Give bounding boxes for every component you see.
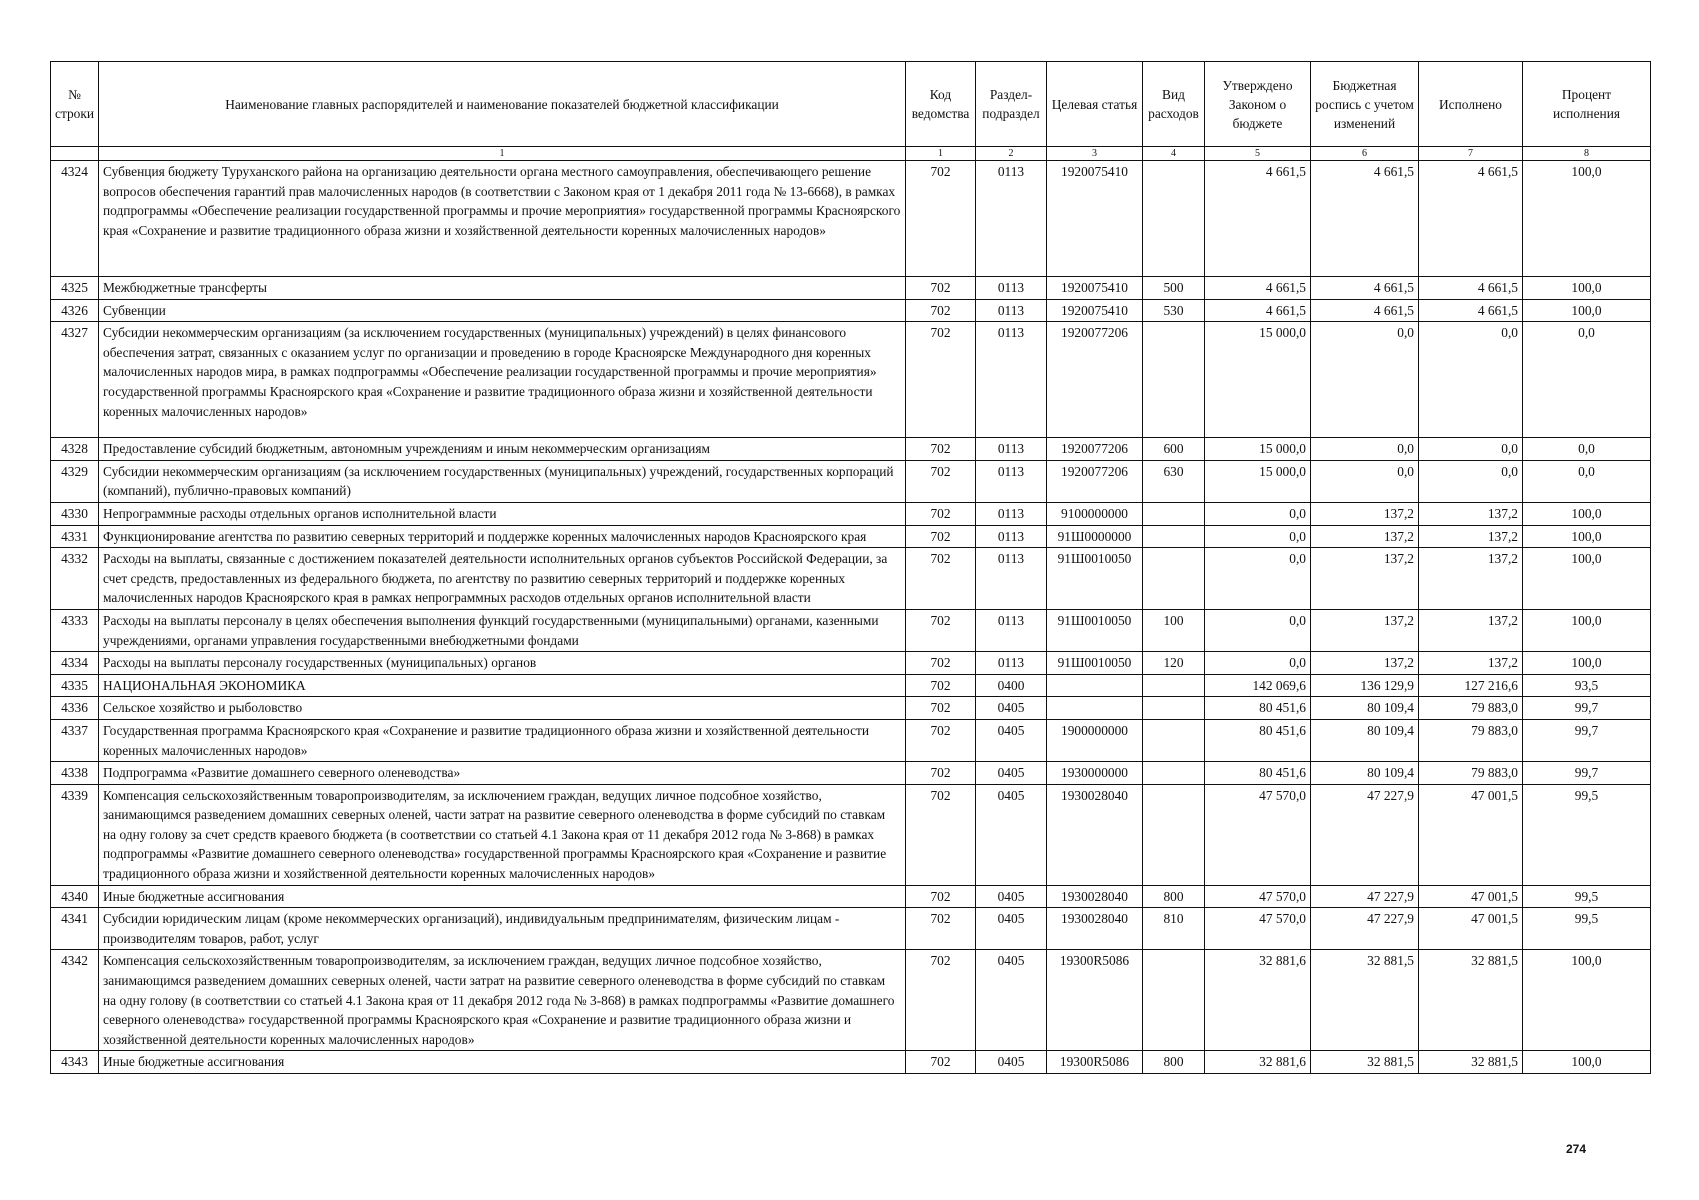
row-name: Расходы на выплаты, связанные с достижением показателей деятельности исполнительных органов субъектов Российской Федерации, за счет средств, предоставленных из федерального бюджета, по агентству по развитию северных территорий и поддержке коренных малочисленных народов Красноярского края в рамках непрограммных расходов отдельных органов исполнительной власти bbox=[99, 548, 906, 610]
expense-type: 120 bbox=[1143, 652, 1205, 675]
expense-type: 530 bbox=[1143, 299, 1205, 322]
executed-amount: 79 883,0 bbox=[1419, 762, 1523, 785]
target-article: 1930000000 bbox=[1047, 762, 1143, 785]
execution-percent: 100,0 bbox=[1523, 502, 1651, 525]
section-code: 0113 bbox=[976, 460, 1047, 502]
expense-type bbox=[1143, 762, 1205, 785]
target-article: 1920077206 bbox=[1047, 460, 1143, 502]
budget-amount: 4 661,5 bbox=[1311, 277, 1419, 300]
header-number-cell: 6 bbox=[1311, 147, 1419, 161]
approved-amount: 32 881,6 bbox=[1205, 950, 1311, 1051]
budget-amount: 32 881,5 bbox=[1311, 1051, 1419, 1074]
execution-percent: 100,0 bbox=[1523, 161, 1651, 277]
execution-percent: 100,0 bbox=[1523, 548, 1651, 610]
target-article: 1920075410 bbox=[1047, 299, 1143, 322]
row-name: Сельское хозяйство и рыболовство bbox=[99, 697, 906, 720]
row-number: 4324 bbox=[51, 161, 99, 277]
dept-code: 702 bbox=[906, 674, 976, 697]
target-article: 1920077206 bbox=[1047, 322, 1143, 438]
row-number: 4329 bbox=[51, 460, 99, 502]
dept-code: 702 bbox=[906, 784, 976, 885]
target-article: 91Ш0000000 bbox=[1047, 525, 1143, 548]
row-number: 4334 bbox=[51, 652, 99, 675]
row-number: 4325 bbox=[51, 277, 99, 300]
execution-percent: 100,0 bbox=[1523, 525, 1651, 548]
budget-amount: 137,2 bbox=[1311, 652, 1419, 675]
target-article: 91Ш0010050 bbox=[1047, 548, 1143, 610]
header-dept-code: Код ведомства bbox=[906, 62, 976, 147]
section-code: 0405 bbox=[976, 697, 1047, 720]
row-name: Субвенции bbox=[99, 299, 906, 322]
table-row bbox=[51, 322, 1651, 438]
row-name: Компенсация сельскохозяйственным товаропроизводителям, за исключением граждан, ведущих личное подсобное хозяйство, занимающимся разведением домашних северных оленей, части затрат на развитие северного оленеводства в форме субсидий по ставкам на одну голову (в соответствии со статьей 4.1 Закона края от 11 декабря 2012 года № 3-868) в рамках подпрограммы «Развитие домашнего северного оленеводства» государственной программы Красноярского края «Сохранение и развитие традиционного образа жизни и хозяйственной деятельности коренных малочисленных народов» bbox=[99, 950, 906, 1051]
executed-amount: 4 661,5 bbox=[1419, 299, 1523, 322]
expense-type bbox=[1143, 719, 1205, 761]
approved-amount: 0,0 bbox=[1205, 609, 1311, 651]
row-number: 4336 bbox=[51, 697, 99, 720]
target-article: 9100000000 bbox=[1047, 502, 1143, 525]
target-article: 1920075410 bbox=[1047, 277, 1143, 300]
target-article bbox=[1047, 674, 1143, 697]
budget-amount: 80 109,4 bbox=[1311, 697, 1419, 720]
section-code: 0113 bbox=[976, 161, 1047, 277]
header-approved: Утверждено Законом о бюджете bbox=[1205, 62, 1311, 147]
row-number: 4331 bbox=[51, 525, 99, 548]
row-number: 4327 bbox=[51, 322, 99, 438]
budget-report-sheet bbox=[50, 61, 1650, 1074]
budget-amount: 137,2 bbox=[1311, 502, 1419, 525]
dept-code: 702 bbox=[906, 548, 976, 610]
row-number: 4337 bbox=[51, 719, 99, 761]
row-name: НАЦИОНАЛЬНАЯ ЭКОНОМИКА bbox=[99, 674, 906, 697]
row-name: Субсидии юридическим лицам (кроме некоммерческих организаций), индивидуальным предпринимателям, физическим лицам - производителям товаров, работ, услуг bbox=[99, 908, 906, 950]
section-code: 0405 bbox=[976, 762, 1047, 785]
expense-type bbox=[1143, 322, 1205, 438]
executed-amount: 137,2 bbox=[1419, 525, 1523, 548]
section-code: 0113 bbox=[976, 502, 1047, 525]
target-article: 1930028040 bbox=[1047, 784, 1143, 885]
row-number: 4330 bbox=[51, 502, 99, 525]
section-code: 0113 bbox=[976, 322, 1047, 438]
table-row bbox=[51, 762, 1651, 785]
dept-code: 702 bbox=[906, 502, 976, 525]
table-row bbox=[51, 697, 1651, 720]
execution-percent: 99,7 bbox=[1523, 697, 1651, 720]
header-row bbox=[51, 62, 1651, 147]
approved-amount: 15 000,0 bbox=[1205, 438, 1311, 461]
row-name: Субсидии некоммерческим организациям (за исключением государственных (муниципальных) учреждений) в целях финансового обеспечения затрат, связанных с оказанием услуг по организации и проведению в городе Красноярске Международного дня коренных малочисленных народов мира, в рамках подпрограммы «Обеспечение реализации государственной программы и прочие мероприятия» государственной программы Красноярского края «Сохранение и развитие традиционного образа жизни и хозяйственной деятельности коренных малочисленных народов» bbox=[99, 322, 906, 438]
dept-code: 702 bbox=[906, 438, 976, 461]
expense-type bbox=[1143, 950, 1205, 1051]
execution-percent: 100,0 bbox=[1523, 950, 1651, 1051]
expense-type: 100 bbox=[1143, 609, 1205, 651]
header-budget-list: Бюджетная роспись с учетом изменений bbox=[1311, 62, 1419, 147]
target-article: 1920077206 bbox=[1047, 438, 1143, 461]
section-code: 0405 bbox=[976, 1051, 1047, 1074]
row-name: Межбюджетные трансферты bbox=[99, 277, 906, 300]
table-row bbox=[51, 161, 1651, 277]
budget-amount: 0,0 bbox=[1311, 460, 1419, 502]
row-name: Государственная программа Красноярского края «Сохранение и развитие традиционного образа жизни и хозяйственной деятельности коренных малочисленных народов» bbox=[99, 719, 906, 761]
executed-amount: 79 883,0 bbox=[1419, 719, 1523, 761]
executed-amount: 127 216,6 bbox=[1419, 674, 1523, 697]
dept-code: 702 bbox=[906, 322, 976, 438]
header-exp-type: Вид расходов bbox=[1143, 62, 1205, 147]
expense-type: 800 bbox=[1143, 885, 1205, 908]
expense-type bbox=[1143, 784, 1205, 885]
row-name: Иные бюджетные ассигнования bbox=[99, 1051, 906, 1074]
table-row bbox=[51, 674, 1651, 697]
budget-table bbox=[50, 61, 1651, 1074]
approved-amount: 0,0 bbox=[1205, 548, 1311, 610]
table-row bbox=[51, 609, 1651, 651]
row-number: 4335 bbox=[51, 674, 99, 697]
execution-percent: 100,0 bbox=[1523, 1051, 1651, 1074]
approved-amount: 142 069,6 bbox=[1205, 674, 1311, 697]
table-row bbox=[51, 438, 1651, 461]
row-number: 4343 bbox=[51, 1051, 99, 1074]
section-code: 0405 bbox=[976, 885, 1047, 908]
header-number-cell: 5 bbox=[1205, 147, 1311, 161]
row-name: Иные бюджетные ассигнования bbox=[99, 885, 906, 908]
approved-amount: 0,0 bbox=[1205, 652, 1311, 675]
row-name: Функционирование агентства по развитию северных территорий и поддержке коренных малочисленных народов Красноярского края bbox=[99, 525, 906, 548]
executed-amount: 0,0 bbox=[1419, 438, 1523, 461]
approved-amount: 15 000,0 bbox=[1205, 322, 1311, 438]
row-name: Предоставление субсидий бюджетным, автономным учреждениям и иным некоммерческим организациям bbox=[99, 438, 906, 461]
approved-amount: 0,0 bbox=[1205, 502, 1311, 525]
header-target: Целевая статья bbox=[1047, 62, 1143, 147]
dept-code: 702 bbox=[906, 697, 976, 720]
target-article bbox=[1047, 697, 1143, 720]
dept-code: 702 bbox=[906, 299, 976, 322]
table-row bbox=[51, 950, 1651, 1051]
expense-type bbox=[1143, 548, 1205, 610]
expense-type: 500 bbox=[1143, 277, 1205, 300]
header-number-cell: 7 bbox=[1419, 147, 1523, 161]
budget-amount: 80 109,4 bbox=[1311, 719, 1419, 761]
table-row bbox=[51, 652, 1651, 675]
expense-type bbox=[1143, 502, 1205, 525]
budget-amount: 136 129,9 bbox=[1311, 674, 1419, 697]
dept-code: 702 bbox=[906, 161, 976, 277]
target-article: 1930028040 bbox=[1047, 885, 1143, 908]
target-article: 1930028040 bbox=[1047, 908, 1143, 950]
executed-amount: 47 001,5 bbox=[1419, 885, 1523, 908]
executed-amount: 137,2 bbox=[1419, 609, 1523, 651]
expense-type bbox=[1143, 161, 1205, 277]
header-section: Раздел-подраздел bbox=[976, 62, 1047, 147]
header-number-cell: 4 bbox=[1143, 147, 1205, 161]
section-code: 0113 bbox=[976, 299, 1047, 322]
approved-amount: 80 451,6 bbox=[1205, 697, 1311, 720]
approved-amount: 4 661,5 bbox=[1205, 299, 1311, 322]
budget-amount: 32 881,5 bbox=[1311, 950, 1419, 1051]
execution-percent: 99,5 bbox=[1523, 908, 1651, 950]
execution-percent: 0,0 bbox=[1523, 322, 1651, 438]
section-code: 0113 bbox=[976, 548, 1047, 610]
table-row bbox=[51, 784, 1651, 885]
budget-amount: 0,0 bbox=[1311, 322, 1419, 438]
approved-amount: 47 570,0 bbox=[1205, 908, 1311, 950]
row-number: 4338 bbox=[51, 762, 99, 785]
dept-code: 702 bbox=[906, 460, 976, 502]
row-name: Подпрограмма «Развитие домашнего северного оленеводства» bbox=[99, 762, 906, 785]
budget-amount: 4 661,5 bbox=[1311, 299, 1419, 322]
budget-amount: 137,2 bbox=[1311, 548, 1419, 610]
budget-amount: 80 109,4 bbox=[1311, 762, 1419, 785]
header-number-cell: 1 bbox=[906, 147, 976, 161]
section-code: 0113 bbox=[976, 438, 1047, 461]
row-name: Непрограммные расходы отдельных органов исполнительной власти bbox=[99, 502, 906, 525]
row-number: 4339 bbox=[51, 784, 99, 885]
budget-amount: 47 227,9 bbox=[1311, 908, 1419, 950]
row-name: Компенсация сельскохозяйственным товаропроизводителям, за исключением граждан, ведущих личное подсобное хозяйство, занимающимся разведением домашних северных оленей, части затрат на развитие северного оленеводства в форме субсидий по ставкам на одну голову за счет средств краевого бюджета (в соответствии со статьей 4.1 Закона края от 11 декабря 2012 года № 3-868) в рамках подпрограммы «Развитие домашнего северного оленеводства» государственной программы Красноярского края «Сохранение и развитие традиционного образа жизни и хозяйственной деятельности коренных малочисленных народов» bbox=[99, 784, 906, 885]
row-name: Расходы на выплаты персоналу государственных (муниципальных) органов bbox=[99, 652, 906, 675]
approved-amount: 4 661,5 bbox=[1205, 277, 1311, 300]
target-article: 91Ш0010050 bbox=[1047, 609, 1143, 651]
section-code: 0113 bbox=[976, 277, 1047, 300]
table-row bbox=[51, 1051, 1651, 1074]
executed-amount: 4 661,5 bbox=[1419, 161, 1523, 277]
dept-code: 702 bbox=[906, 1051, 976, 1074]
approved-amount: 15 000,0 bbox=[1205, 460, 1311, 502]
row-number: 4340 bbox=[51, 885, 99, 908]
executed-amount: 137,2 bbox=[1419, 548, 1523, 610]
executed-amount: 4 661,5 bbox=[1419, 277, 1523, 300]
execution-percent: 99,7 bbox=[1523, 762, 1651, 785]
header-number-cell bbox=[51, 147, 99, 161]
section-code: 0113 bbox=[976, 609, 1047, 651]
table-row bbox=[51, 460, 1651, 502]
header-number-cell: 1 bbox=[99, 147, 906, 161]
execution-percent: 0,0 bbox=[1523, 438, 1651, 461]
dept-code: 702 bbox=[906, 885, 976, 908]
header-number-cell: 2 bbox=[976, 147, 1047, 161]
executed-amount: 32 881,5 bbox=[1419, 1051, 1523, 1074]
dept-code: 702 bbox=[906, 950, 976, 1051]
header-numbers-row bbox=[51, 147, 1651, 161]
target-article: 91Ш0010050 bbox=[1047, 652, 1143, 675]
dept-code: 702 bbox=[906, 762, 976, 785]
approved-amount: 80 451,6 bbox=[1205, 762, 1311, 785]
expense-type: 600 bbox=[1143, 438, 1205, 461]
header-row-number: № строки bbox=[51, 62, 99, 147]
row-number: 4326 bbox=[51, 299, 99, 322]
budget-amount: 47 227,9 bbox=[1311, 784, 1419, 885]
dept-code: 702 bbox=[906, 609, 976, 651]
target-article: 1920075410 bbox=[1047, 161, 1143, 277]
target-article: 1900000000 bbox=[1047, 719, 1143, 761]
executed-amount: 0,0 bbox=[1419, 460, 1523, 502]
executed-amount: 47 001,5 bbox=[1419, 784, 1523, 885]
budget-amount: 47 227,9 bbox=[1311, 885, 1419, 908]
section-code: 0113 bbox=[976, 525, 1047, 548]
approved-amount: 47 570,0 bbox=[1205, 885, 1311, 908]
execution-percent: 100,0 bbox=[1523, 299, 1651, 322]
execution-percent: 100,0 bbox=[1523, 652, 1651, 675]
executed-amount: 47 001,5 bbox=[1419, 908, 1523, 950]
dept-code: 702 bbox=[906, 908, 976, 950]
table-row bbox=[51, 719, 1651, 761]
executed-amount: 79 883,0 bbox=[1419, 697, 1523, 720]
header-number-cell: 8 bbox=[1523, 147, 1651, 161]
executed-amount: 0,0 bbox=[1419, 322, 1523, 438]
row-number: 4333 bbox=[51, 609, 99, 651]
dept-code: 702 bbox=[906, 525, 976, 548]
target-article: 19300R5086 bbox=[1047, 1051, 1143, 1074]
execution-percent: 100,0 bbox=[1523, 277, 1651, 300]
execution-percent: 99,5 bbox=[1523, 885, 1651, 908]
row-number: 4332 bbox=[51, 548, 99, 610]
section-code: 0113 bbox=[976, 652, 1047, 675]
table-row bbox=[51, 525, 1651, 548]
dept-code: 702 bbox=[906, 719, 976, 761]
expense-type: 800 bbox=[1143, 1051, 1205, 1074]
expense-type bbox=[1143, 525, 1205, 548]
row-name: Субвенция бюджету Туруханского района на организацию деятельности органа местного самоуправления, обеспечивающего решение вопросов обеспечения гарантий прав малочисленных народов (в соответствии с Законом края от 1 декабря 2011 года № 13-6668), в рамках подпрограммы «Обеспечение реализации государственной программы и прочие мероприятия» государственной программы Красноярского края «Сохранение и развитие традиционного образа жизни и хозяйственной деятельности коренных малочисленных народов» bbox=[99, 161, 906, 277]
page-number: 274 bbox=[1566, 1142, 1587, 1156]
approved-amount: 47 570,0 bbox=[1205, 784, 1311, 885]
approved-amount: 0,0 bbox=[1205, 525, 1311, 548]
section-code: 0405 bbox=[976, 950, 1047, 1051]
table-row bbox=[51, 908, 1651, 950]
approved-amount: 32 881,6 bbox=[1205, 1051, 1311, 1074]
execution-percent: 99,7 bbox=[1523, 719, 1651, 761]
execution-percent: 100,0 bbox=[1523, 609, 1651, 651]
row-number: 4341 bbox=[51, 908, 99, 950]
budget-amount: 137,2 bbox=[1311, 525, 1419, 548]
row-number: 4328 bbox=[51, 438, 99, 461]
header-number-cell: 3 bbox=[1047, 147, 1143, 161]
section-code: 0405 bbox=[976, 784, 1047, 885]
budget-amount: 4 661,5 bbox=[1311, 161, 1419, 277]
budget-amount: 0,0 bbox=[1311, 438, 1419, 461]
execution-percent: 93,5 bbox=[1523, 674, 1651, 697]
execution-percent: 0,0 bbox=[1523, 460, 1651, 502]
section-code: 0400 bbox=[976, 674, 1047, 697]
approved-amount: 80 451,6 bbox=[1205, 719, 1311, 761]
target-article: 19300R5086 bbox=[1047, 950, 1143, 1051]
expense-type: 630 bbox=[1143, 460, 1205, 502]
header-percent: Процент исполнения bbox=[1523, 62, 1651, 147]
section-code: 0405 bbox=[976, 719, 1047, 761]
dept-code: 702 bbox=[906, 277, 976, 300]
row-name: Субсидии некоммерческим организациям (за исключением государственных (муниципальных) учреждений, государственных корпораций (компаний), публично-правовых компаний) bbox=[99, 460, 906, 502]
expense-type: 810 bbox=[1143, 908, 1205, 950]
expense-type bbox=[1143, 674, 1205, 697]
table-row bbox=[51, 548, 1651, 610]
expense-type bbox=[1143, 697, 1205, 720]
row-name: Расходы на выплаты персоналу в целях обеспечения выполнения функций государственными (муниципальными) органами, казенными учреждениями, органами управления государственными внебюджетными фондами bbox=[99, 609, 906, 651]
table-row bbox=[51, 885, 1651, 908]
table-row bbox=[51, 277, 1651, 300]
execution-percent: 99,5 bbox=[1523, 784, 1651, 885]
dept-code: 702 bbox=[906, 652, 976, 675]
executed-amount: 32 881,5 bbox=[1419, 950, 1523, 1051]
executed-amount: 137,2 bbox=[1419, 652, 1523, 675]
budget-amount: 137,2 bbox=[1311, 609, 1419, 651]
approved-amount: 4 661,5 bbox=[1205, 161, 1311, 277]
table-row bbox=[51, 299, 1651, 322]
section-code: 0405 bbox=[976, 908, 1047, 950]
header-executed: Исполнено bbox=[1419, 62, 1523, 147]
header-name: Наименование главных распорядителей и наименование показателей бюджетной классификации bbox=[99, 62, 906, 147]
executed-amount: 137,2 bbox=[1419, 502, 1523, 525]
row-number: 4342 bbox=[51, 950, 99, 1051]
table-row bbox=[51, 502, 1651, 525]
